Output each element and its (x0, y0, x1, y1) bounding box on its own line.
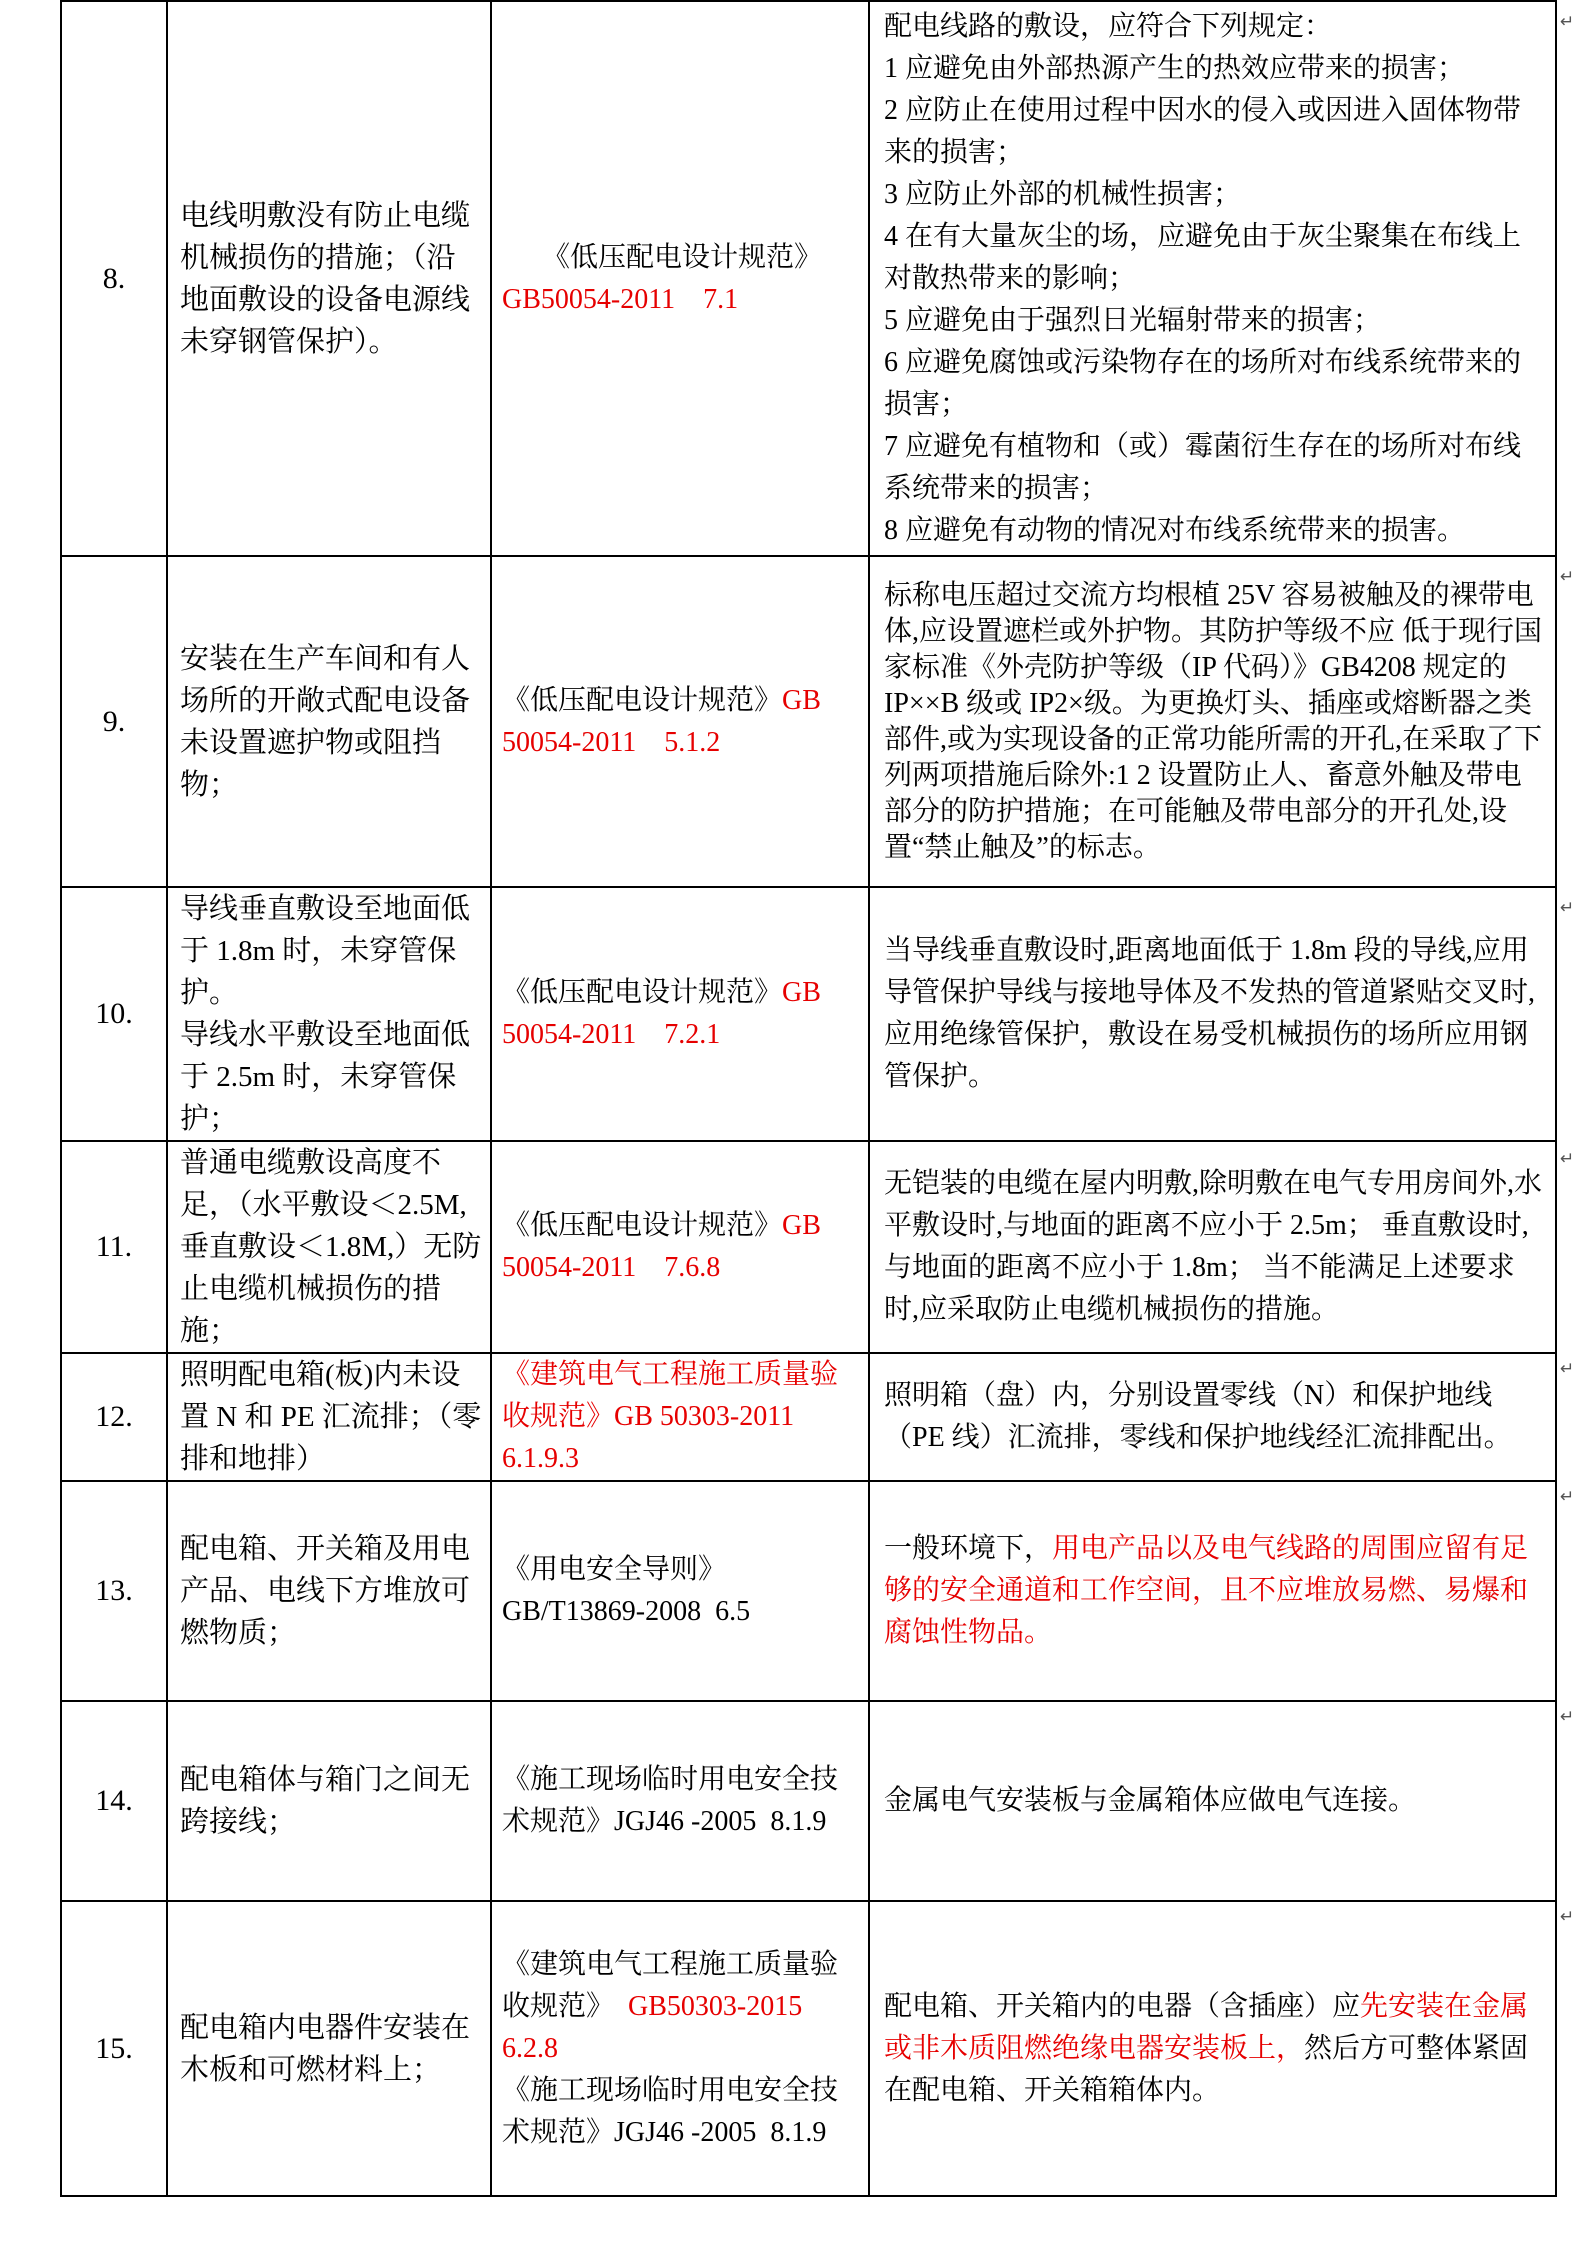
basis-text-segment: 《建筑电气工程施工质量验 (502, 1359, 839, 1390)
problem-paragraph: 配电箱体与箱门之间无跨接线； (180, 1764, 471, 1838)
detail-text-segment: 然后方可整体紧固在配电箱、开关箱箱体内。 (884, 2032, 1529, 2106)
basis-text-segment: GB (782, 1210, 821, 1241)
row-number-cell: 12. (61, 1353, 167, 1481)
basis-cell (491, 1, 869, 556)
basis-text-segment: 《施工现场临时用电安全技 (502, 1764, 839, 1795)
detail-paragraph (884, 216, 1545, 300)
row-end-mark-icon: ↵ (1560, 12, 1575, 32)
basis-text-segment: 收规范》GB 50303-2011 (502, 1401, 795, 1432)
basis-line (502, 279, 862, 321)
problem-cell (167, 1, 491, 556)
detail-text-segment: 配电箱、开关箱内的电器（含插座）应 (884, 1990, 1361, 2022)
table-row (61, 1141, 1556, 1353)
detail-text-segment: 8 应避免有动物的情况对布线系统带来的损害。 (884, 514, 1466, 546)
detail-text-segment: 7 应避免有植物和（或）霉菌衍生存在的场所对布线系统带来的损害； (884, 430, 1522, 504)
basis-line (502, 1549, 862, 1591)
problem-cell (167, 556, 491, 887)
basis-line (502, 1759, 862, 1801)
detail-paragraph (884, 90, 1545, 174)
problem-cell (167, 1701, 491, 1901)
problem-cell (167, 1353, 491, 1481)
detail-text-segment: 用电产品以及电气线路的周围应留有足够的安全通道和工作空间，且不应堆放易燃、易爆和腐蚀性物品。 (884, 1533, 1529, 1648)
row-number-cell: 9. (61, 556, 167, 887)
detail-text-segment: 照明箱（盘）内，分别设置零线（N）和保护地线（PE 线）汇流排，零线和保护地线经汇流排配出。 (884, 1380, 1512, 1453)
detail-text-segment: 6 应避免腐蚀或污染物存在的场所对布线系统带来的损害； (884, 346, 1522, 420)
detail-cell (869, 1701, 1556, 1901)
basis-line (502, 1014, 862, 1056)
detail-text-segment: 标称电压超过交流方均根植 25V 容易被触及的裸带电体,应设置遮栏或外护物。其防护等级不应 低于现行国家标准《外壳防护等级（IP 代码）》GB4208 规定的 IP××B 级或 IP2×级。为更换灯头、插座或熔断器之类部件,或为实现设备的正常功能所需的开孔,在采取了下列两项措施后除外:1 2 设置防止人、畜意外触及带电部分的防护措施；在可能触及带电部分的开孔处,设置“禁止触及”的标志。 (884, 579, 1543, 863)
basis-cell (491, 1701, 869, 1901)
detail-paragraph (884, 342, 1545, 426)
detail-paragraph (884, 510, 1545, 552)
row-end-mark-icon: ↵ (1560, 1359, 1575, 1379)
row-number-cell: 15. (61, 1901, 167, 2196)
basis-text-segment: 《低压配电设计规范》 (502, 977, 783, 1008)
problem-paragraph: 导线垂直敷设至地面低于 1.8m 时，未穿管保护。 (180, 893, 471, 1009)
basis-line (502, 1205, 862, 1247)
detail-paragraph (884, 1780, 1545, 1822)
basis-text-segment: 《用电安全导则》 (502, 1554, 727, 1585)
problem-cell (167, 887, 491, 1141)
row-end-mark-icon: ↵ (1560, 1907, 1575, 1927)
detail-cell (869, 1481, 1556, 1701)
table-row (61, 1353, 1556, 1481)
detail-paragraph (884, 174, 1545, 216)
basis-text-segment: GB50303-2015 (628, 1990, 803, 2022)
basis-cell (491, 1901, 869, 2196)
detail-text-segment: 当导线垂直敷设时,距离地面低于 1.8m 段的导线,应用导管保护导线与接地导体及不发热的管道紧贴交叉时,应用绝缘管保护，敷设在易受机械损伤的场所应用钢管保护。 (884, 935, 1536, 1092)
basis-line (502, 2112, 862, 2154)
basis-cell (491, 1141, 869, 1353)
detail-text-segment: 先安装在金属或非木质阻燃绝缘电器安装板上， (884, 1990, 1529, 2064)
detail-cell (869, 1901, 1556, 2196)
detail-cell (869, 1353, 1556, 1481)
detail-paragraph (884, 1375, 1545, 1459)
detail-cell (869, 556, 1556, 887)
basis-text-segment: 50054-2011 7.2.1 (502, 1019, 721, 1050)
problem-cell (167, 1901, 491, 2196)
table-row (61, 1701, 1556, 1901)
table-row (61, 1901, 1556, 2196)
problem-paragraph: 导线水平敷设至地面低于 2.5m 时，未穿管保护； (180, 1019, 471, 1135)
detail-text-segment: 4 在有大量灰尘的场，应避免由于灰尘聚集在布线上对散热带来的影响； (884, 220, 1522, 294)
basis-text-segment: GB (782, 977, 821, 1008)
basis-cell (491, 1481, 869, 1701)
problem-paragraph: 电线明敷没有防止电缆机械损伤的措施；（沿地面敷设的设备电源线未穿钢管保护）。 (180, 199, 471, 358)
basis-text-segment: GB/T13869-2008 6.5 (502, 1596, 751, 1627)
basis-cell (491, 556, 869, 887)
basis-line (502, 1944, 862, 1986)
basis-text-segment: 术规范》JGJ46 -2005 8.1.9 (502, 1806, 827, 1837)
row-end-mark-icon: ↵ (1560, 1487, 1575, 1507)
detail-paragraph (884, 578, 1545, 866)
detail-cell (869, 1, 1556, 556)
row-end-mark-icon: ↵ (1560, 567, 1575, 587)
row-number-cell: 10. (61, 887, 167, 1141)
basis-line (502, 1438, 862, 1480)
basis-text-segment: 《低压配电设计规范》 (502, 1210, 783, 1241)
table-row (61, 556, 1556, 887)
detail-paragraph (884, 426, 1545, 510)
row-number-cell: 14. (61, 1701, 167, 1901)
basis-cell (491, 1353, 869, 1481)
basis-line (502, 1396, 862, 1438)
basis-line (502, 1986, 862, 2028)
inspection-table (60, 0, 1557, 2197)
basis-line (502, 2070, 862, 2112)
basis-text-segment: 50054-2011 7.6.8 (502, 1252, 721, 1283)
table-row (61, 1, 1556, 556)
basis-line (502, 2028, 862, 2070)
basis-cell (491, 887, 869, 1141)
row-number-cell: 11. (61, 1141, 167, 1353)
detail-text-segment: 5 应避免由于强烈日光辐射带来的损害； (884, 304, 1382, 336)
detail-text-segment: 一般环境下， (884, 1533, 1053, 1564)
problem-paragraph: 照明配电箱(板)内未设置 N 和 PE 汇流排；（零排和地排） (180, 1359, 482, 1475)
row-number-cell: 13. (61, 1481, 167, 1701)
detail-cell (869, 1141, 1556, 1353)
table-row (61, 887, 1556, 1141)
basis-text-segment: 6.2.8 (502, 2032, 558, 2064)
basis-text-segment: 《施工现场临时用电安全技 (502, 2074, 839, 2106)
detail-paragraph (884, 300, 1545, 342)
detail-paragraph (884, 930, 1545, 1098)
row-end-mark-icon: ↵ (1560, 898, 1575, 918)
problem-paragraph: 普通电缆敷设高度不足，（水平敷设＜2.5M,垂直敷设＜1.8M,）无防止电缆机械损伤的措施； (180, 1147, 482, 1347)
basis-line (502, 1354, 862, 1396)
table-row (61, 1481, 1556, 1701)
basis-line (502, 237, 862, 279)
detail-text-segment: 2 应防止在使用过程中因水的侵入或因进入固体物带来的损害； (884, 94, 1522, 168)
row-number-cell: 8. (61, 1, 167, 556)
row-end-mark-icon: ↵ (1560, 1707, 1575, 1727)
problem-paragraph: 配电箱内电器件安装在木板和可燃材料上； (180, 2011, 471, 2086)
basis-line (502, 1247, 862, 1289)
detail-text-segment: 金属电气安装板与金属箱体应做电气连接。 (884, 1785, 1417, 1816)
basis-text-segment: 《建筑电气工程施工质量验 (502, 1948, 839, 1980)
detail-text-segment: 1 应避免由外部热源产生的热效应带来的损害； (884, 52, 1466, 84)
basis-text-segment: 术规范》JGJ46 -2005 8.1.9 (502, 2116, 827, 2148)
detail-cell (869, 887, 1556, 1141)
detail-paragraph (884, 6, 1545, 48)
detail-paragraph (884, 1528, 1545, 1654)
detail-text-segment: 配电线路的敷设，应符合下列规定： (884, 10, 1333, 42)
basis-text-segment: GB50054-2011 7.1 (502, 283, 739, 315)
basis-line (502, 1801, 862, 1843)
basis-text-segment: GB (782, 684, 821, 716)
basis-text-segment: 50054-2011 5.1.2 (502, 726, 721, 758)
problem-cell (167, 1141, 491, 1353)
basis-line (502, 722, 862, 764)
basis-line (502, 972, 862, 1014)
problem-paragraph: 安装在生产车间和有人场所的开敞式配电设备未设置遮护物或阻挡物； (180, 642, 471, 801)
detail-paragraph (884, 1163, 1545, 1331)
problem-cell (167, 1481, 491, 1701)
basis-text-segment: 收规范》 (502, 1990, 629, 2022)
basis-text-segment: 《低压配电设计规范》 (502, 684, 783, 716)
basis-text-segment: 6.1.9.3 (502, 1443, 579, 1474)
basis-line (502, 680, 862, 722)
basis-text-segment: 《低压配电设计规范》 (541, 241, 822, 273)
detail-text-segment: 3 应防止外部的机械性损害； (884, 178, 1242, 210)
detail-paragraph (884, 1986, 1545, 2112)
detail-text-segment: 无铠装的电缆在屋内明敷,除明敷在电气专用房间外,水平敷设时,与地面的距离不应小于 2.5m； 垂直敷设时,与地面的距离不应小于 1.8m； 当不能满足上述要求时,应采取防止电缆机械损伤的措施。 (884, 1168, 1543, 1325)
basis-line (502, 1591, 862, 1633)
problem-paragraph: 配电箱、开关箱及用电产品、电线下方堆放可燃物质； (180, 1533, 471, 1649)
detail-paragraph (884, 48, 1545, 90)
row-end-mark-icon: ↵ (1560, 1149, 1575, 1169)
